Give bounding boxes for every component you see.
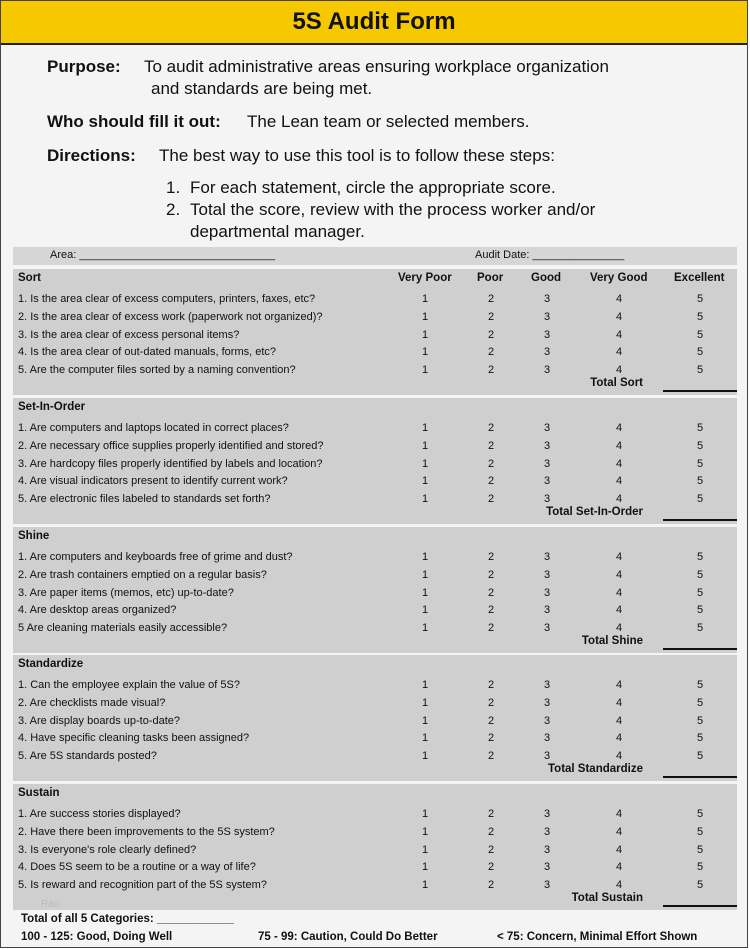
audit-question: 4. Is the area clear of out-dated manuals, forms, etc? — [18, 346, 277, 359]
area-field[interactable]: Area: ________________________________ — [50, 249, 276, 261]
score-option[interactable]: 3 — [543, 422, 551, 434]
section-total-label: Total Standardize — [548, 763, 643, 775]
section-total-field[interactable] — [663, 648, 737, 650]
audit-question: 1. Are computers and keyboards free of grime and dust? — [18, 551, 293, 563]
score-option[interactable]: 3 — [543, 825, 551, 838]
legend-caution: 75 - 99: Caution, Could Do Better — [258, 931, 438, 943]
score-option[interactable]: 5 — [696, 679, 704, 691]
audit-question: 3. Are paper items (memos, etc) up-to-date? — [18, 586, 234, 599]
audit-question: 1. Can the employee explain the value of 5S? — [18, 679, 240, 691]
section-total-field[interactable] — [663, 390, 737, 392]
score-option[interactable]: 3 — [543, 750, 551, 763]
watermark: Rao — [41, 899, 60, 910]
step-2-text: Total the score, review with the process worker and/or — [190, 200, 596, 219]
score-option[interactable]: 4 — [615, 586, 623, 599]
score-option[interactable]: 3 — [543, 475, 551, 488]
audit-question: 1. Are success stories displayed? — [18, 808, 181, 820]
score-option[interactable]: 2 — [487, 364, 495, 377]
score-option[interactable]: 5 — [696, 843, 704, 856]
score-option[interactable]: 3 — [543, 310, 551, 323]
score-option[interactable]: 5 — [696, 750, 704, 763]
score-option[interactable]: 5 — [696, 732, 704, 745]
score-option[interactable]: 1 — [421, 328, 429, 341]
who-label: Who should fill it out: — [47, 112, 221, 131]
audit-question: 3. Are hardcopy files properly identified by labels and location? — [18, 457, 323, 470]
step-1-number: 1. — [166, 178, 181, 197]
score-option[interactable]: 1 — [421, 568, 429, 581]
audit-question: 4. Are desktop areas organized? — [18, 604, 177, 617]
score-option[interactable]: 4 — [615, 714, 623, 727]
score-option[interactable]: 4 — [615, 328, 623, 341]
score-option[interactable]: 4 — [615, 422, 623, 434]
score-option[interactable]: 5 — [696, 346, 704, 359]
score-option[interactable]: 2 — [487, 422, 495, 434]
purpose-line2: and standards are being met. — [151, 79, 373, 98]
section-total-label: Total Set-In-Order — [546, 506, 643, 518]
column-header: Very Poor — [398, 272, 452, 284]
score-option[interactable]: 5 — [696, 328, 704, 341]
score-option[interactable]: 1 — [421, 604, 429, 617]
audit-question: 1. Are computers and laptops located in correct places? — [18, 422, 289, 434]
score-option[interactable]: 1 — [421, 439, 429, 452]
score-option[interactable]: 3 — [543, 568, 551, 581]
score-option[interactable]: 2 — [487, 861, 495, 874]
section-set-in-order — [13, 398, 737, 524]
section-shine — [13, 527, 737, 653]
score-option[interactable]: 4 — [615, 750, 623, 763]
score-option[interactable]: 4 — [615, 475, 623, 488]
score-option[interactable]: 4 — [615, 861, 623, 874]
score-option[interactable]: 2 — [487, 825, 495, 838]
score-option[interactable]: 4 — [615, 696, 623, 709]
score-option[interactable]: 5 — [696, 293, 704, 305]
score-option[interactable]: 5 — [696, 808, 704, 820]
score-option[interactable]: 2 — [487, 622, 495, 635]
audit-question: 3. Are display boards up-to-date? — [18, 714, 181, 727]
column-header: Poor — [477, 272, 504, 284]
score-option[interactable]: 3 — [543, 328, 551, 341]
section-total-label: Total Shine — [581, 635, 643, 647]
score-option[interactable]: 4 — [615, 568, 623, 581]
section-heading: Shine — [18, 530, 50, 542]
column-header: Excellent — [674, 272, 725, 284]
score-option[interactable]: 4 — [615, 808, 623, 820]
audit-question: 5. Is reward and recognition part of the 5S system? — [18, 879, 267, 892]
step-2-text-cont: departmental manager. — [190, 222, 365, 241]
score-option[interactable]: 4 — [615, 364, 623, 377]
score-option[interactable]: 5 — [696, 551, 704, 563]
score-option[interactable]: 2 — [487, 346, 495, 359]
score-option[interactable]: 2 — [487, 293, 495, 305]
section-total-field[interactable] — [663, 776, 737, 778]
score-option[interactable]: 2 — [487, 493, 495, 506]
audit-question: 4. Are visual indicators present to identify current work? — [18, 475, 288, 488]
score-option[interactable]: 4 — [615, 551, 623, 563]
section-heading: Standardize — [18, 658, 84, 670]
score-option[interactable]: 4 — [615, 732, 623, 745]
score-option[interactable]: 3 — [543, 808, 551, 820]
score-option[interactable]: 4 — [615, 879, 623, 892]
score-option[interactable]: 1 — [421, 364, 429, 377]
score-option[interactable]: 1 — [421, 551, 429, 563]
score-option[interactable]: 5 — [696, 586, 704, 599]
score-option[interactable]: 4 — [615, 493, 623, 506]
score-option[interactable]: 2 — [487, 568, 495, 581]
score-option[interactable]: 4 — [615, 457, 623, 470]
score-option[interactable]: 2 — [487, 439, 495, 452]
section-heading: Sort — [18, 272, 41, 284]
score-option[interactable]: 1 — [421, 622, 429, 635]
score-option[interactable]: 2 — [487, 586, 495, 599]
score-option[interactable]: 4 — [615, 679, 623, 691]
audit-question: 5. Are the computer files sorted by a naming convention? — [18, 364, 296, 377]
score-option[interactable]: 3 — [543, 457, 551, 470]
score-option[interactable]: 5 — [696, 622, 704, 635]
score-option[interactable]: 5 — [696, 714, 704, 727]
score-option[interactable]: 3 — [543, 679, 551, 691]
score-option[interactable]: 3 — [543, 843, 551, 856]
score-option[interactable]: 4 — [615, 439, 623, 452]
section-standardize — [13, 655, 737, 781]
audit-date-field[interactable]: Audit Date: _______________ — [475, 249, 625, 261]
score-option[interactable]: 2 — [487, 843, 495, 856]
score-option[interactable]: 5 — [696, 696, 704, 709]
total-all-categories[interactable]: Total of all 5 Categories: ____________ — [21, 913, 234, 925]
score-option[interactable]: 2 — [487, 551, 495, 563]
score-option[interactable]: 5 — [696, 861, 704, 874]
score-option[interactable]: 4 — [615, 346, 623, 359]
score-option[interactable]: 2 — [487, 604, 495, 617]
score-option[interactable]: 1 — [421, 808, 429, 820]
audit-question: 5 Are cleaning materials easily accessible? — [18, 622, 228, 635]
score-option[interactable]: 5 — [696, 364, 704, 377]
score-option[interactable]: 3 — [543, 696, 551, 709]
score-option[interactable]: 2 — [487, 696, 495, 709]
score-option[interactable]: 2 — [487, 808, 495, 820]
section-total-field[interactable] — [663, 519, 737, 521]
section-total-field[interactable] — [663, 905, 737, 907]
score-option[interactable]: 1 — [421, 457, 429, 470]
section-heading: Set-In-Order — [18, 401, 86, 413]
directions-label: Directions: — [47, 146, 136, 165]
score-option[interactable]: 5 — [696, 493, 704, 506]
section-total-label: Total Sustain — [571, 892, 643, 904]
audit-question: 4. Does 5S seem to be a routine or a way of life? — [18, 861, 256, 874]
directions-text: The best way to use this tool is to follow these steps: — [159, 146, 555, 165]
score-option[interactable]: 3 — [543, 346, 551, 359]
score-option[interactable]: 4 — [615, 310, 623, 323]
purpose-label: Purpose: — [47, 57, 121, 76]
score-option[interactable]: 4 — [615, 622, 623, 635]
score-option[interactable]: 3 — [543, 861, 551, 874]
score-option[interactable]: 3 — [543, 586, 551, 599]
score-option[interactable]: 3 — [543, 714, 551, 727]
audit-question: 4. Have specific cleaning tasks been assigned? — [18, 732, 250, 745]
score-option[interactable]: 4 — [615, 843, 623, 856]
score-option[interactable]: 1 — [421, 879, 429, 892]
score-option[interactable]: 3 — [543, 551, 551, 563]
purpose-line1: To audit administrative areas ensuring workplace organization — [144, 57, 609, 76]
score-option[interactable]: 1 — [421, 422, 429, 434]
score-option[interactable]: 1 — [421, 861, 429, 874]
score-option[interactable]: 4 — [615, 604, 623, 617]
score-option[interactable]: 3 — [543, 622, 551, 635]
score-option[interactable]: 1 — [421, 493, 429, 506]
score-option[interactable]: 1 — [421, 825, 429, 838]
section-total-label: Total Sort — [590, 377, 643, 389]
score-option[interactable]: 1 — [421, 586, 429, 599]
audit-question: 3. Is everyone's role clearly defined? — [18, 843, 197, 856]
audit-question: 2. Are trash containers emptied on a regular basis? — [18, 568, 267, 581]
who-text: The Lean team or selected members. — [247, 112, 530, 131]
score-option[interactable]: 1 — [421, 293, 429, 305]
score-option[interactable]: 3 — [543, 293, 551, 305]
score-option[interactable]: 5 — [696, 439, 704, 452]
step-1-text: For each statement, circle the appropriate score. — [190, 178, 556, 197]
audit-question: 2. Are necessary office supplies properly identified and stored? — [18, 439, 324, 452]
score-option[interactable]: 1 — [421, 310, 429, 323]
score-option[interactable]: 1 — [421, 475, 429, 488]
audit-question: 5. Are electronic files labeled to standards set forth? — [18, 493, 271, 506]
section-sort — [13, 269, 737, 395]
score-option[interactable]: 4 — [615, 825, 623, 838]
score-option[interactable]: 2 — [487, 475, 495, 488]
audit-question: 2. Is the area clear of excess work (paperwork not organized)? — [18, 310, 323, 323]
score-option[interactable]: 5 — [696, 457, 704, 470]
score-option[interactable]: 3 — [543, 493, 551, 506]
column-header: Good — [531, 272, 562, 284]
score-option[interactable]: 1 — [421, 714, 429, 727]
column-header: Very Good — [590, 272, 648, 284]
score-option[interactable]: 1 — [421, 679, 429, 691]
audit-question: 3. Is the area clear of excess personal items? — [18, 328, 240, 341]
audit-question: 2. Have there been improvements to the 5S system? — [18, 825, 275, 838]
score-option[interactable]: 1 — [421, 732, 429, 745]
score-option[interactable]: 2 — [487, 714, 495, 727]
legend-good: 100 - 125: Good, Doing Well — [21, 931, 173, 943]
score-option[interactable]: 5 — [696, 879, 704, 892]
score-option[interactable]: 2 — [487, 750, 495, 763]
score-option[interactable]: 5 — [696, 310, 704, 323]
score-option[interactable]: 3 — [543, 879, 551, 892]
audit-question: 5. Are 5S standards posted? — [18, 750, 157, 763]
score-option[interactable]: 3 — [543, 604, 551, 617]
score-option[interactable]: 2 — [487, 732, 495, 745]
score-option[interactable]: 1 — [421, 843, 429, 856]
score-option[interactable]: 3 — [543, 732, 551, 745]
score-option[interactable]: 2 — [487, 457, 495, 470]
score-option[interactable]: 4 — [615, 293, 623, 305]
audit-question: 2. Are checklists made visual? — [18, 696, 166, 709]
section-heading: Sustain — [18, 787, 60, 799]
score-option[interactable]: 2 — [487, 310, 495, 323]
score-option[interactable]: 1 — [421, 750, 429, 763]
score-option[interactable]: 3 — [543, 439, 551, 452]
form-title: 5S Audit Form — [1, 1, 747, 45]
score-option[interactable]: 3 — [543, 364, 551, 377]
score-option[interactable]: 5 — [696, 604, 704, 617]
area-date-bar — [13, 247, 737, 265]
step-2-number: 2. — [166, 200, 181, 219]
score-option[interactable]: 5 — [696, 568, 704, 581]
score-option[interactable]: 2 — [487, 679, 495, 691]
section-sustain — [13, 784, 737, 910]
score-option[interactable]: 5 — [696, 825, 704, 838]
legend-concern: < 75: Concern, Minimal Effort Shown — [497, 931, 698, 943]
score-option[interactable]: 5 — [696, 475, 704, 488]
score-option[interactable]: 1 — [421, 696, 429, 709]
score-option[interactable]: 1 — [421, 346, 429, 359]
score-option[interactable]: 5 — [696, 422, 704, 434]
score-option[interactable]: 2 — [487, 328, 495, 341]
audit-question: 1. Is the area clear of excess computers, printers, faxes, etc? — [18, 293, 316, 305]
score-option[interactable]: 2 — [487, 879, 495, 892]
